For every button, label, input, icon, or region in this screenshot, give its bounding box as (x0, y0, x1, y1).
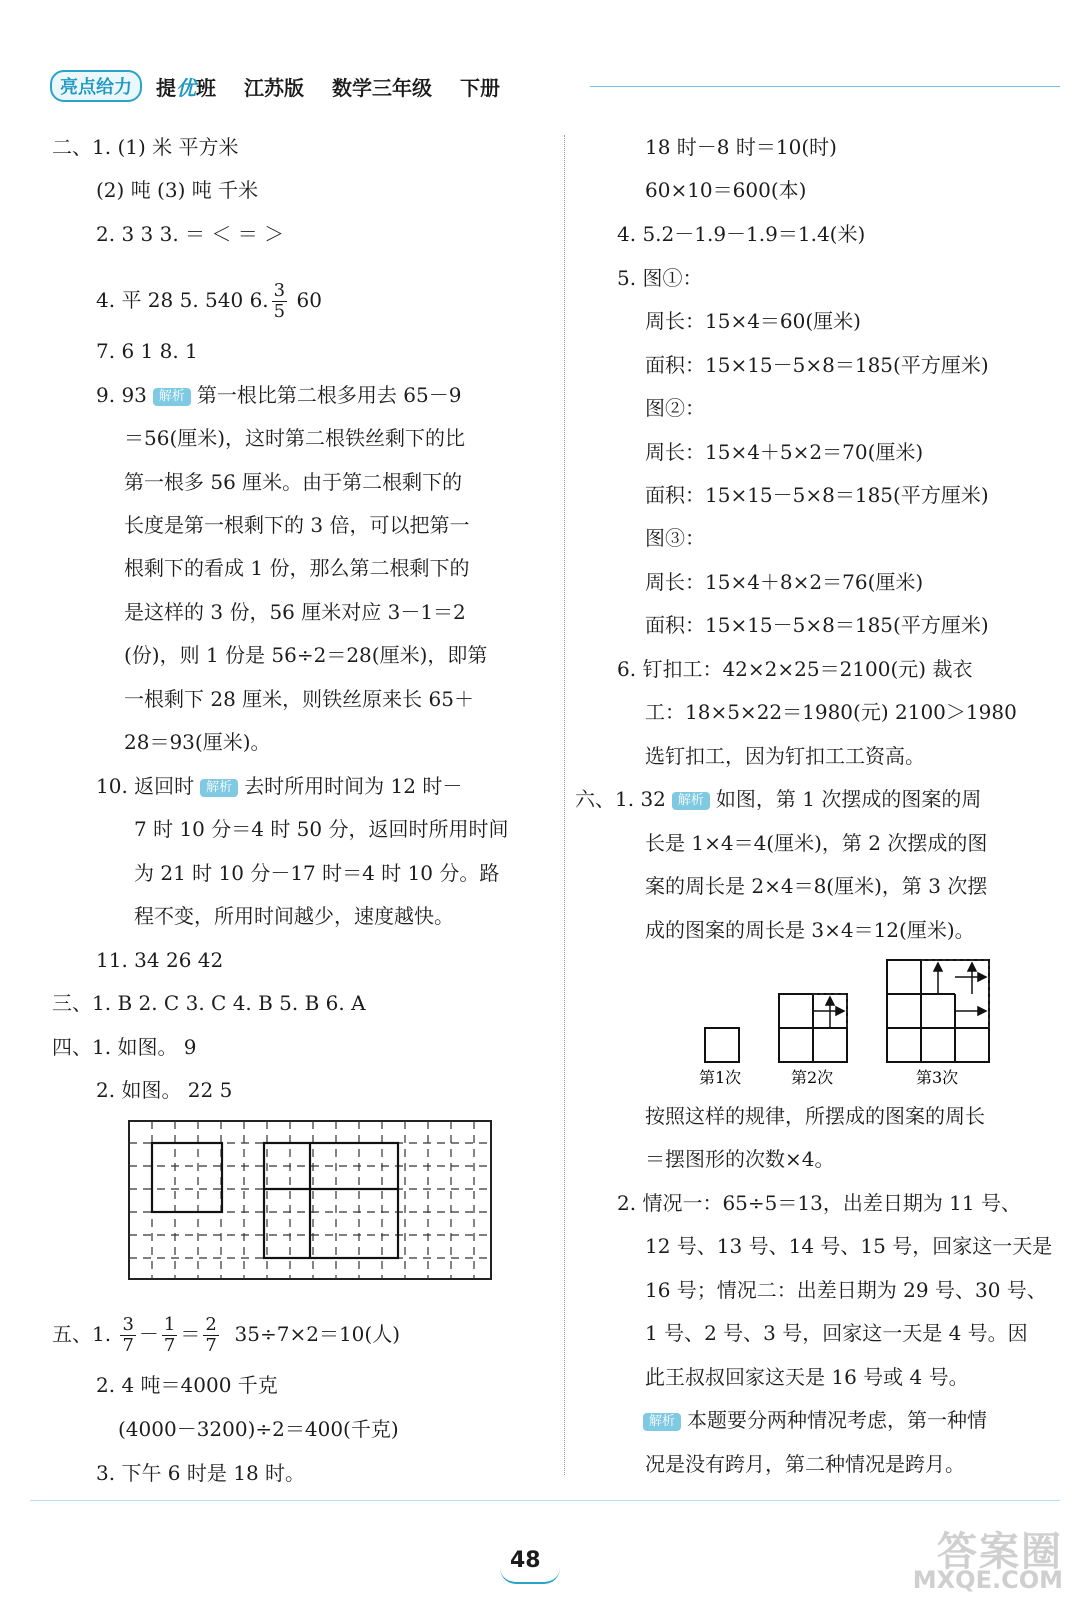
answer-line: (2) 吨 (3) 吨 千米 (96, 178, 259, 202)
analysis-tag: 解析 (153, 388, 191, 406)
answer-line: (份)，则 1 份是 56÷2＝28(厘米)，即第 (124, 643, 488, 667)
answer-line: 图③： (645, 526, 705, 550)
answer-line: 6. 钉扣工：42×2×25＝2100(元) 裁衣 (617, 657, 973, 681)
page-header (50, 70, 500, 102)
edition: 江苏版 (244, 75, 304, 100)
answer-line: 16 号；情况二：出差日期为 29 号、30 号、 (645, 1278, 1047, 1302)
answer-line: 7 时 10 分＝4 时 50 分，返回时所用时间 (134, 817, 509, 841)
answer-line: 选钉扣工，因为钉扣工工资高。 (645, 744, 925, 768)
answer-line: 面积：15×15－5×8＝185(平方厘米) (645, 613, 989, 637)
pattern-figure (695, 955, 1005, 1090)
figure-label: 第1次 (699, 1068, 742, 1087)
answer-line: 根剩下的看成 1 份，那么第二根剩下的 (124, 556, 470, 580)
answer-line: 1 号、2 号、3 号，回家这一天是 4 号。因 (645, 1321, 1028, 1345)
answer-line: 第一根多 56 厘米。由于第二根剩下的 (124, 470, 463, 494)
answer-line: 图②： (645, 396, 705, 420)
answer-line: 10. 返回时 解析 去时所用时间为 12 时－ (96, 774, 463, 798)
answer-line: 为 21 时 10 分－17 时＝4 时 10 分。路 (134, 861, 500, 885)
watermark-url: MXQE.COM (912, 1566, 1063, 1594)
answer-line: 28＝93(厘米)。 (124, 730, 271, 754)
fraction: $\frac{3}{7}$ (122, 1314, 134, 1356)
answer-line: 面积：15×15－5×8＝185(平方厘米) (645, 353, 989, 377)
grid-figure (128, 1120, 493, 1282)
answer-line: 四、1. 如图。 9 (52, 1035, 197, 1059)
answer-line: 按照这样的规律，所摆成的图案的周长 (645, 1104, 985, 1128)
watermark: 答案圈 (937, 1529, 1063, 1575)
page-number: 48 (510, 1548, 541, 1573)
answer-line: 4. 平 28 5. 540 6. $\frac{3}{5}$ 60 (96, 280, 322, 322)
answer-line: ＝摆图形的次数×4。 (645, 1147, 835, 1171)
answer-line: 长度是第一根剩下的 3 倍，可以把第一 (124, 513, 470, 537)
series-title: 提优班 (156, 75, 216, 100)
answer-line: 4. 5.2－1.9－1.9＝1.4(米) (617, 222, 866, 246)
answer-line: 工：18×5×22＝1980(元) 2100＞1980 (645, 700, 1017, 724)
answer-line: (4000－3200)÷2＝400(千克) (118, 1417, 399, 1441)
analysis-tag: 解析 (643, 1413, 681, 1431)
answer-line: 11. 34 26 42 (96, 948, 224, 972)
subject: 数学三年级 (332, 75, 432, 100)
fraction: $\frac{1}{7}$ (163, 1314, 176, 1356)
answer-line: 周长：15×4＋5×2＝70(厘米) (645, 440, 924, 464)
fraction: $\frac{3}{5}$ (273, 280, 286, 322)
header-rule (590, 86, 1060, 87)
answer-line: 18 时－8 时＝10(时) (645, 135, 837, 159)
answer-line: 60×10＝600(本) (645, 178, 807, 202)
answer-line: 是这样的 3 份，56 厘米对应 3－1＝2 (124, 600, 466, 624)
fraction: $\frac{2}{7}$ (205, 1314, 217, 1356)
answer-line: 周长：15×4＝60(厘米) (645, 309, 861, 333)
answer-line: 程不变，所用时间越少，速度越快。 (134, 904, 454, 928)
footer-rule (30, 1500, 1060, 1501)
answer-line: 一根剩下 28 厘米，则铁丝原来长 65＋ (124, 687, 474, 711)
figure-label: 第3次 (916, 1068, 959, 1087)
answer-line: 况是没有跨月，第二种情况是跨月。 (645, 1452, 965, 1476)
answer-line: 周长：15×4＋8×2＝76(厘米) (645, 570, 924, 594)
answer-line: 此王叔叔回家这天是 16 号或 4 号。 (645, 1365, 969, 1389)
answer-line: 长是 1×4＝4(厘米)，第 2 次摆成的图 (645, 831, 988, 855)
answer-line: 案的周长是 2×4＝8(厘米)，第 3 次摆 (645, 874, 988, 898)
answer-line: 六、1. 32 解析 如图，第 1 次摆成的图案的周 (575, 787, 982, 811)
analysis-tag: 解析 (672, 792, 710, 810)
answer-line: 三、1. B 2. C 3. C 4. B 5. B 6. A (52, 991, 366, 1015)
answer-line: 7. 6 1 8. 1 (96, 339, 198, 363)
answer-line: 2. 如图。 22 5 (96, 1078, 233, 1102)
figure-label: 第2次 (791, 1068, 834, 1087)
answer-line: 2. 3 3 3. ＝ ＜ ＝ ＞ (96, 222, 285, 246)
answer-line: 3. 下午 6 时是 18 时。 (96, 1461, 306, 1485)
answer-line: 面积：15×15－5×8＝185(平方厘米) (645, 483, 989, 507)
answer-line: 二、1. (1) 米 平方米 (52, 135, 239, 159)
column-divider (564, 135, 565, 1475)
brand-badge: 亮点给力 (50, 70, 142, 102)
answer-line: 5. 图①： (617, 266, 703, 290)
answer-line: 解析 本题要分两种情况考虑，第一种情 (637, 1407, 987, 1433)
answer-line: 五、1. $\frac{3}{7}$ － $\frac{1}{7}$ ＝ $\frac{2}{7}$ 35÷7×2＝10(人) (52, 1314, 400, 1356)
volume: 下册 (460, 75, 500, 100)
answer-line: 2. 情况一：65÷5＝13，出差日期为 11 号、 (617, 1191, 1021, 1215)
answer-line: 9. 93 解析 第一根比第二根多用去 65－9 (96, 383, 462, 407)
answer-line: 2. 4 吨＝4000 千克 (96, 1373, 278, 1397)
answer-line: ＝56(厘米)，这时第二根铁丝剩下的比 (124, 426, 466, 450)
analysis-tag: 解析 (200, 779, 238, 797)
page-number-arc (500, 1568, 560, 1584)
answer-line: 12 号、13 号、14 号、15 号，回家这一天是 (645, 1234, 1053, 1258)
answer-line: 成的图案的周长是 3×4＝12(厘米)。 (645, 918, 975, 942)
